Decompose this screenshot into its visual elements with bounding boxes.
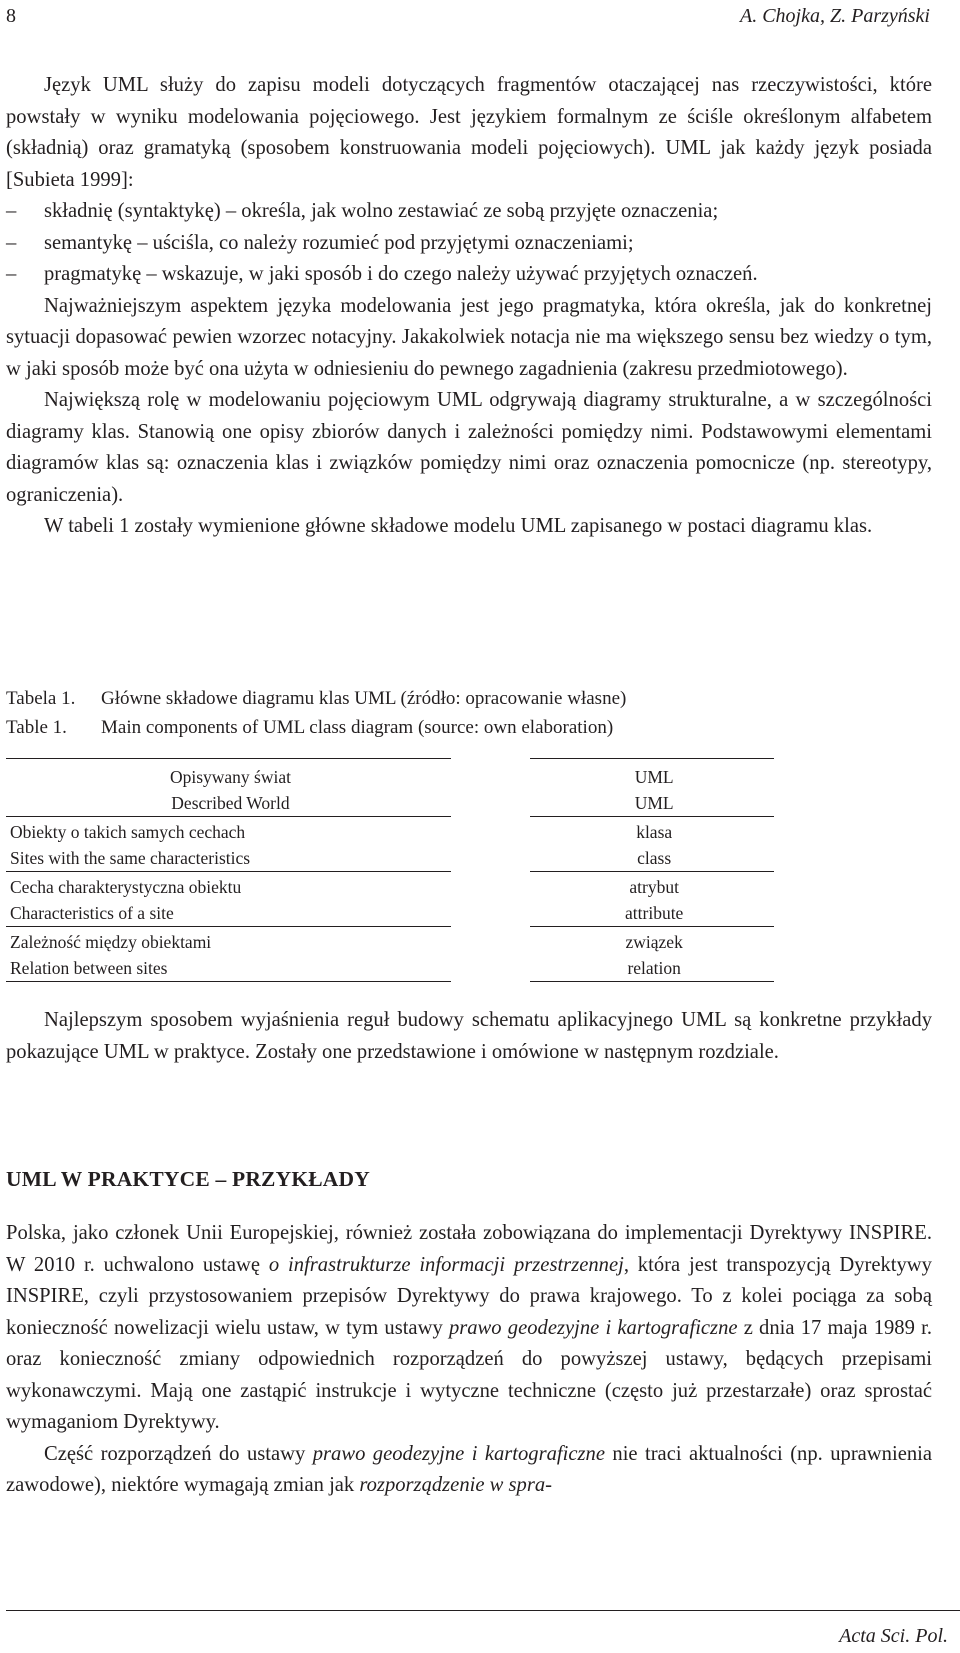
- list-item: [6, 228, 932, 260]
- text-run: , która jest transpozycją Dyrektywy INSPIRE, czyli przystosowaniem przepisów Dyrektywy do prawa krajowego. To z kolei pociąga za sobą konieczność nowelizacji wielu ustaw, w tym ustawy: [6, 1253, 932, 1339]
- table-row: [6, 817, 774, 872]
- cell-world: [6, 872, 451, 927]
- cell-text-pl: klasa: [636, 822, 673, 842]
- section-paragraph-1: [6, 1218, 932, 1439]
- column-gap: [451, 759, 530, 817]
- cell-text-en: Relation between sites: [10, 958, 168, 978]
- table-caption-pl: [6, 685, 626, 713]
- intro-paragraph-4: W tabeli 1 zostały wymienione główne składowe modelu UML zapisanego w postaci diagramu klas.: [44, 515, 873, 537]
- cell-text-en: Described World: [171, 793, 290, 813]
- table-header-row: [6, 759, 774, 817]
- section-body: [6, 1218, 932, 1502]
- cell-text-pl: UML: [634, 767, 674, 787]
- after-table-section: [6, 1005, 932, 1068]
- text-run: nie traci aktualności (np. uprawnienia zawodowe), niektóre wymagają zmian jak: [6, 1442, 933, 1496]
- column-gap: [451, 927, 530, 982]
- cell-text-en: relation: [627, 958, 681, 978]
- intro-paragraph-2: Najważniejszym aspektem języka modelowania jest jego pragmatyka, która określa, jak do konkretnej sytuacji dopasować pewien wzorzec notacyjny. Jakakolwiek notacja nie ma większego sensu bez wiedzy o tym, w jaki sposób może być ona użyta w odniesieniu do pewnego zagadnienia (zakresu przedmiotowego).: [6, 294, 932, 380]
- cell-text-en: class: [637, 848, 672, 868]
- cell-world: [6, 927, 451, 982]
- intro-section: [6, 70, 932, 543]
- header-cell-uml: [530, 759, 774, 817]
- intro-paragraph-3: Największą rolę w modelowaniu pojęciowym UML odgrywają diagramy strukturalne, a w szczególności diagramy klas. Stanowią one opisy zbiorów danych i zależności pomiędzy nimi. Podstawowymi elementami diagramów klas są: oznaczenia klas i związków pomiędzy nimi oraz oznaczenia pomocnicze (np. stereotypy, ograniczenia).: [6, 389, 932, 506]
- dash-bullet: –: [6, 263, 17, 285]
- list-item: [6, 196, 932, 228]
- cell-text-pl: Cecha charakterystyczna obiektu: [10, 877, 242, 897]
- caption-text: Main components of UML class diagram (source: own elaboration): [101, 717, 614, 738]
- cell-uml: [530, 927, 774, 982]
- dash-bullet: –: [6, 200, 17, 222]
- text-run: Polska, jako członek Unii Europejskiej, również została zobowiązana do implementacji Dyrektywy INSPIRE. W 2010 r. uchwalono ustawę: [6, 1222, 932, 1276]
- column-gap: [451, 872, 530, 927]
- caption-label: Tabela 1.: [6, 688, 76, 709]
- table-row: [6, 872, 774, 927]
- cell-text-en: Characteristics of a site: [10, 903, 174, 923]
- cell-uml: [530, 817, 774, 872]
- cell-text-en: attribute: [625, 903, 684, 923]
- list-item: [6, 259, 932, 291]
- cell-text-pl: związek: [625, 932, 683, 952]
- page-number: 8: [6, 5, 16, 27]
- cell-uml: [530, 872, 774, 927]
- section-heading: UML W PRAKTYCE – PRZYKŁADY: [6, 1167, 370, 1191]
- list-item-text: pragmatykę – wskazuje, w jaki sposób i do czego należy używać przyjętych oznaczeń.: [44, 263, 758, 285]
- intro-paragraph-1: Język UML służy do zapisu modeli dotyczących fragmentów otaczającej nas rzeczywistości, które powstały w wyniku modelowania pojęciowego. Jest językiem formalnym ze ściśle określonym alfabetem (składnią) oraz gramatyką (sposobem konstruowania modeli pojęciowych). UML jak każdy język posiada [Subieta 1999]:: [6, 74, 932, 191]
- dash-bullet: –: [6, 231, 17, 254]
- regulation-title-italic: rozporządzenie w spra-: [359, 1474, 552, 1496]
- list-item-text: semantykę – uściśla, co należy rozumieć pod przyjętymi oznaczeniami;: [44, 231, 634, 254]
- cell-text-pl: atrybut: [629, 877, 679, 897]
- table-caption-en: [6, 714, 613, 742]
- caption-label: Table 1.: [6, 717, 67, 738]
- cell-text-en: Sites with the same characteristics: [10, 848, 251, 868]
- list-item-text: składnię (syntaktykę) – określa, jak wolno zestawiać ze sobą przyjęte oznaczenia;: [44, 200, 719, 222]
- section-paragraph-2: [6, 1439, 932, 1502]
- uml-components-table: [6, 758, 774, 982]
- law-title-italic: o infrastrukturze informacji przestrzennej: [268, 1253, 624, 1276]
- footer-rule: [6, 1610, 960, 1611]
- cell-text-pl: Opisywany świat: [169, 767, 291, 787]
- cell-text-en: UML: [634, 793, 674, 813]
- column-gap: [451, 817, 530, 872]
- caption-text: Główne składowe diagramu klas UML (źródło: opracowanie własne): [101, 688, 627, 709]
- text-run: z dnia 17 maja 1989 r. oraz konieczność zmiany odpowiednich rozporządzeń do powyższej ustawy, będących przepisami wykonawczymi. Mają one zastąpić instrukcje i wytyczne techniczne (często już przestarzałe) oraz sprostać wymaganiom Dyrektywy.: [6, 1316, 932, 1433]
- cell-text-pl: Obiekty o takich samych cechach: [10, 822, 246, 842]
- after-table-paragraph: Najlepszym sposobem wyjaśnienia reguł budowy schematu aplikacyjnego UML są konkretne przykłady pokazujące UML w praktyce. Zostały one przedstawione i omówione w następnym rozdziale.: [6, 1009, 932, 1063]
- law-title-italic: prawo geodezyjne i kartograficzne: [312, 1442, 605, 1465]
- cell-world: [6, 817, 451, 872]
- cell-text-pl: Zależność między obiektami: [10, 932, 212, 952]
- law-title-italic: prawo geodezyjne i kartograficzne: [448, 1316, 738, 1339]
- running-header-authors: A. Chojka, Z. Parzyński: [740, 5, 930, 27]
- header-cell-world: [6, 759, 451, 817]
- text-run: Część rozporządzeń do ustawy: [44, 1442, 313, 1465]
- table-row: [6, 927, 774, 982]
- journal-name: Acta Sci. Pol.: [839, 1625, 948, 1647]
